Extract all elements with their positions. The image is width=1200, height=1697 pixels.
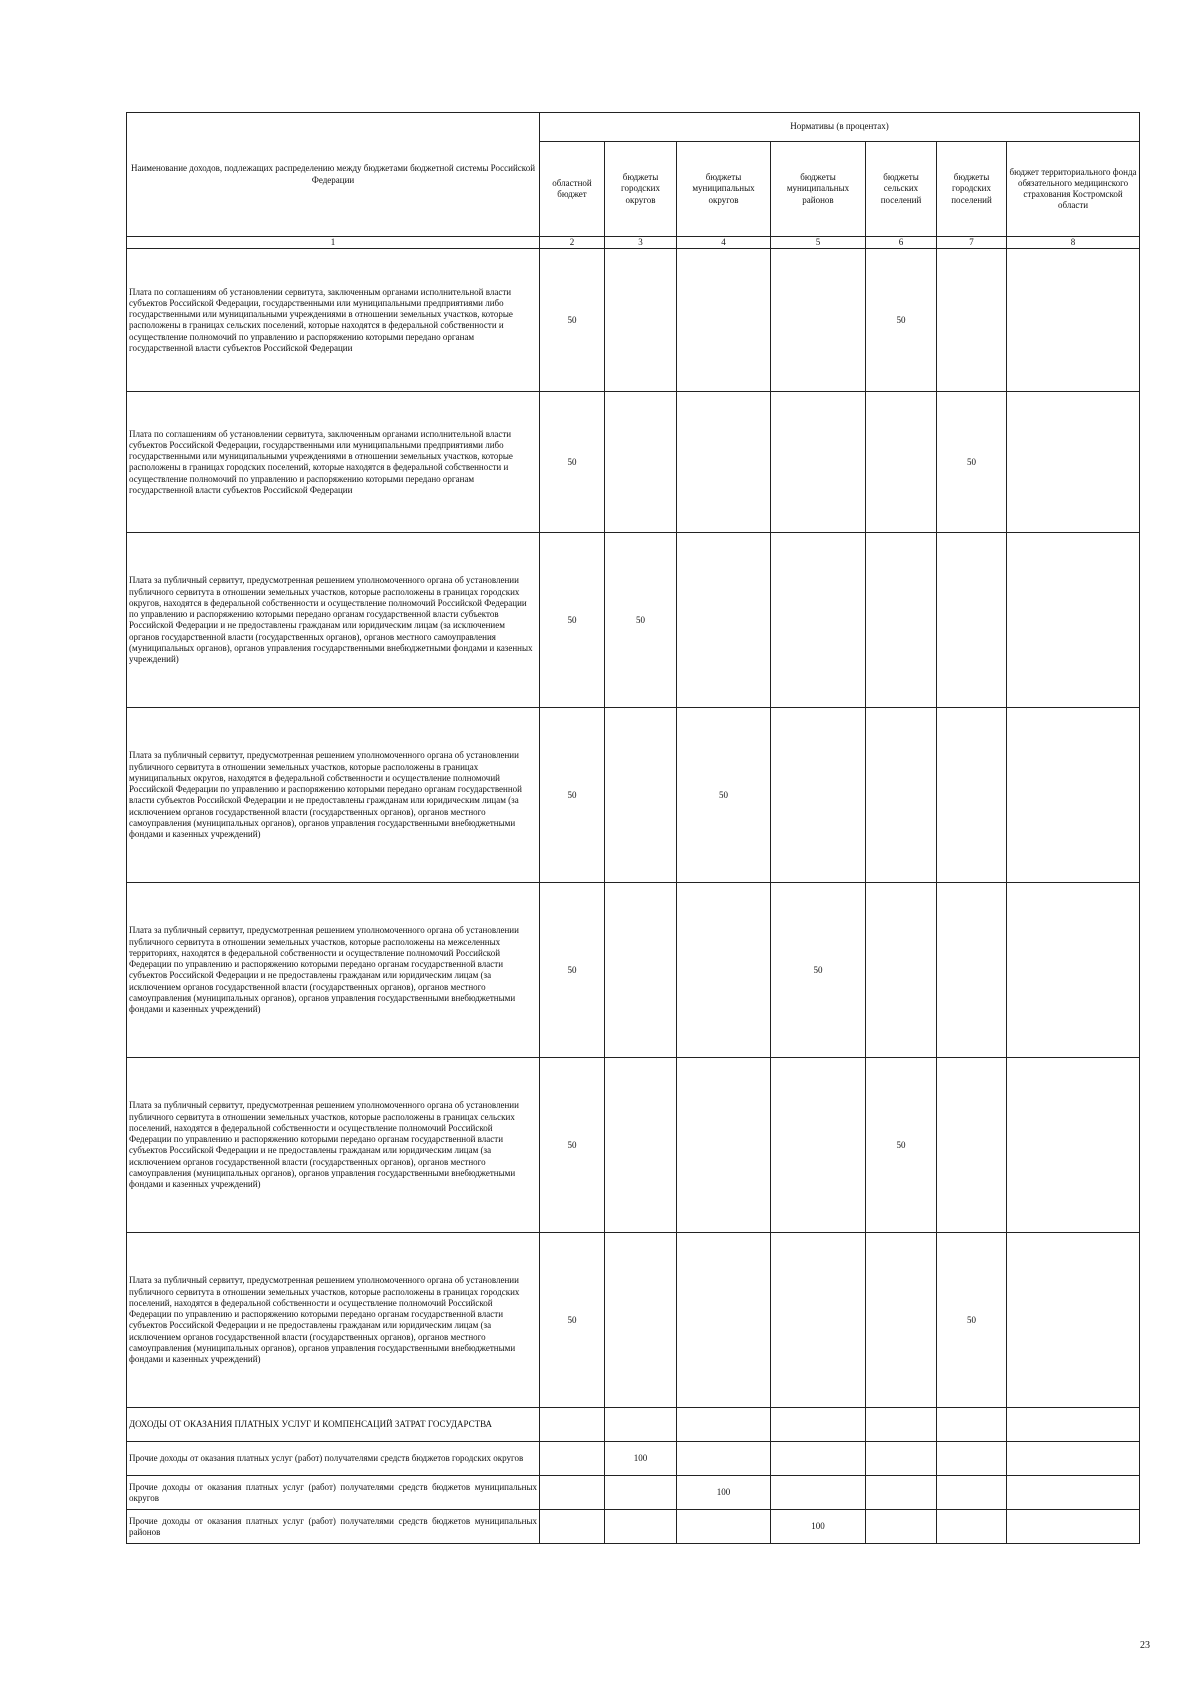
revenue-norms-table [126,112,1140,1544]
cell-value [866,392,937,533]
table-row [127,1510,1140,1544]
cell-value [677,249,771,392]
cell-value [866,883,937,1058]
cell-value: 50 [540,533,605,708]
cell-value [677,883,771,1058]
revenue-name: Плата за публичный сервитут, предусмотренная решением уполномоченного органа об установлении публичного сервитута в отношении земельных участков, которые расположены на межселенных территориях, находятся в федеральной собственности и осуществление полномочий Российской Федерации по управлению и распоряжению которыми передано органам государственной власти субъектов Российской Федерации и не предоставлены гражданам или юридическим лицам (за исключением органов государственной власти (государственных органов), органов местного самоуправления (муниципальных органов), органов управления государственными внебюджетными фондами и казенных учреждений) [127,883,540,1058]
table-row [127,1476,1140,1510]
table-row [127,708,1140,883]
cell-value [771,1058,866,1233]
section-row [127,1408,1140,1442]
cell-value [1007,883,1140,1058]
cell-value: 50 [605,533,677,708]
column-header-urban-settlements: бюджеты городских поселений [937,142,1007,237]
cell-value [937,249,1007,392]
cell-value [866,708,937,883]
cell-value [1007,392,1140,533]
cell-value [605,1058,677,1233]
cell-value [677,533,771,708]
cell-value: 50 [677,708,771,883]
cell-value [1007,1442,1140,1476]
column-number: 5 [771,237,866,249]
column-number: 3 [605,237,677,249]
cell-value [771,1408,866,1442]
revenue-name: Плата за публичный сервитут, предусмотренная решением уполномоченного органа об установлении публичного сервитута в отношении земельных участков, которые расположены в границах муниципальных округов, находятся в федеральной собственности и осуществление полномочий Российской Федерации по управлению и распоряжению которыми передано органам государственной власти субъектов Российской Федерации и не предоставлены гражданам или юридическим лицам (за исключением органов государственной власти (государственных органов), органов местного самоуправления (муниципальных органов), органов управления государственными внебюджетными фондами и казенных учреждений) [127,708,540,883]
revenue-name: Плата за публичный сервитут, предусмотренная решением уполномоченного органа об установлении публичного сервитута в отношении земельных участков, которые расположены в границах сельских поселений, находятся в федеральной собственности и осуществление полномочий Российской Федерации по управлению и распоряжению которыми передано органам государственной власти субъектов Российской Федерации и не предоставлены гражданам или юридическим лицам (за исключением органов государственной власти (государственных органов), органов местного самоуправления (муниципальных органов), органов управления государственными внебюджетными фондами и казенных учреждений) [127,1058,540,1233]
revenue-name: Плата по соглашениям об установлении сервитута, заключенным органами исполнительной власти субъектов Российской Федерации, государственными или муниципальными предприятиями либо государственными или муниципальными учреждениями в отношении земельных участков, которые расположены в границах сельских поселений, которые находятся в федеральной собственности и осуществление полномочий по управлению и распоряжению которыми передано органам государственной власти субъектов Российской Федерации [127,249,540,392]
cell-value [866,1408,937,1442]
cell-value [866,533,937,708]
cell-value [937,708,1007,883]
cell-value [937,1408,1007,1442]
table-row [127,392,1140,533]
column-header-city-districts: бюджеты городских округов [605,142,677,237]
norms-group-header: Нормативы (в процентах) [540,113,1140,142]
cell-value [605,392,677,533]
cell-value [937,1510,1007,1544]
cell-value [540,1442,605,1476]
cell-value [677,1510,771,1544]
cell-value [937,883,1007,1058]
column-header-health-insurance-fund: бюджет территориального фонда обязательного медицинского страхования Костромской области [1007,142,1140,237]
cell-value: 100 [771,1510,866,1544]
section-heading: ДОХОДЫ ОТ ОКАЗАНИЯ ПЛАТНЫХ УСЛУГ И КОМПЕНСАЦИЙ ЗАТРАТ ГОСУДАРСТВА [127,1408,540,1442]
cell-value [866,1510,937,1544]
column-number: 4 [677,237,771,249]
cell-value [866,1233,937,1408]
page-number: 23 [1140,1640,1150,1651]
cell-value [1007,1233,1140,1408]
cell-value [605,1408,677,1442]
cell-value [1007,249,1140,392]
column-number: 2 [540,237,605,249]
revenue-name: Прочие доходы от оказания платных услуг (работ) получателями средств бюджетов муниципальных районов [127,1510,540,1544]
table-row [127,249,1140,392]
cell-value [1007,1510,1140,1544]
table-row [127,883,1140,1058]
revenue-name: Плата за публичный сервитут, предусмотренная решением уполномоченного органа об установлении публичного сервитута в отношении земельных участков, которые расположены в границах городских поселений, находятся в федеральной собственности и осуществление полномочий Российской Федерации по управлению и распоряжению которыми передано органам государственной власти субъектов Российской Федерации и не предоставлены гражданам или юридическим лицам (за исключением органов государственной власти (государственных органов), органов местного самоуправления (муниципальных органов), органов управления государственными внебюджетными фондами и казенных учреждений) [127,1233,540,1408]
cell-value [1007,1408,1140,1442]
revenue-name: Плата за публичный сервитут, предусмотренная решением уполномоченного органа об установлении публичного сервитута в отношении земельных участков, которые расположены в границах городских округов, находятся в федеральной собственности и осуществление полномочий Российской Федерации по управлению и распоряжению которыми передано органам государственной власти субъектов Российской Федерации и не предоставлены гражданам или юридическим лицам (за исключением органов государственной власти (государственных органов), органов местного самоуправления (муниципальных органов), органов управления государственными внебюджетными фондами и казенных учреждений) [127,533,540,708]
cell-value: 50 [540,392,605,533]
cell-value: 50 [540,1233,605,1408]
name-column-header: Наименование доходов, подлежащих распределению между бюджетами бюджетной системы Российской Федерации [127,113,540,237]
column-number: 8 [1007,237,1140,249]
cell-value [1007,1058,1140,1233]
cell-value [771,708,866,883]
table-row [127,1058,1140,1233]
cell-value [937,1058,1007,1233]
cell-value [677,1233,771,1408]
cell-value [866,1442,937,1476]
revenue-name: Прочие доходы от оказания платных услуг (работ) получателями средств бюджетов муниципальных округов [127,1476,540,1510]
cell-value [1007,708,1140,883]
cell-value [605,1476,677,1510]
cell-value: 100 [605,1442,677,1476]
cell-value [771,533,866,708]
cell-value: 50 [866,1058,937,1233]
cell-value [605,708,677,883]
cell-value [540,1510,605,1544]
cell-value [771,1476,866,1510]
cell-value: 50 [771,883,866,1058]
revenue-name: Плата по соглашениям об установлении сервитута, заключенным органами исполнительной власти субъектов Российской Федерации, государственными или муниципальными предприятиями либо государственными или муниципальными учреждениями в отношении земельных участков, которые расположены в границах городских поселений, которые находятся в федеральной собственности и осуществление полномочий по управлению и распоряжению которыми передано органам государственной власти субъектов Российской Федерации [127,392,540,533]
cell-value [771,1233,866,1408]
column-header-regional-budget: областной бюджет [540,142,605,237]
cell-value: 50 [937,392,1007,533]
cell-value [866,1476,937,1510]
cell-value: 50 [937,1233,1007,1408]
cell-value [605,883,677,1058]
column-header-municipal-districts: бюджеты муниципальных округов [677,142,771,237]
cell-value [1007,533,1140,708]
table-row [127,533,1140,708]
cell-value [540,1408,605,1442]
cell-value [540,1476,605,1510]
cell-value: 50 [540,708,605,883]
column-number: 7 [937,237,1007,249]
cell-value: 50 [540,249,605,392]
cell-value [937,1476,1007,1510]
column-number: 6 [866,237,937,249]
cell-value [605,1233,677,1408]
table-row [127,1442,1140,1476]
cell-value [605,249,677,392]
cell-value [677,392,771,533]
column-number: 1 [127,237,540,249]
cell-value [677,1058,771,1233]
cell-value [771,249,866,392]
cell-value [677,1408,771,1442]
cell-value [771,1442,866,1476]
cell-value: 50 [540,883,605,1058]
cell-value [771,392,866,533]
cell-value [677,1442,771,1476]
cell-value [1007,1476,1140,1510]
table-row [127,1233,1140,1408]
column-header-municipal-regions: бюджеты муниципальных районов [771,142,866,237]
revenue-name: Прочие доходы от оказания платных услуг (работ) получателями средств бюджетов городских округов [127,1442,540,1476]
cell-value: 100 [677,1476,771,1510]
cell-value: 50 [540,1058,605,1233]
column-header-rural-settlements: бюджеты сельских поселений [866,142,937,237]
cell-value [937,533,1007,708]
cell-value [937,1442,1007,1476]
cell-value [605,1510,677,1544]
cell-value: 50 [866,249,937,392]
